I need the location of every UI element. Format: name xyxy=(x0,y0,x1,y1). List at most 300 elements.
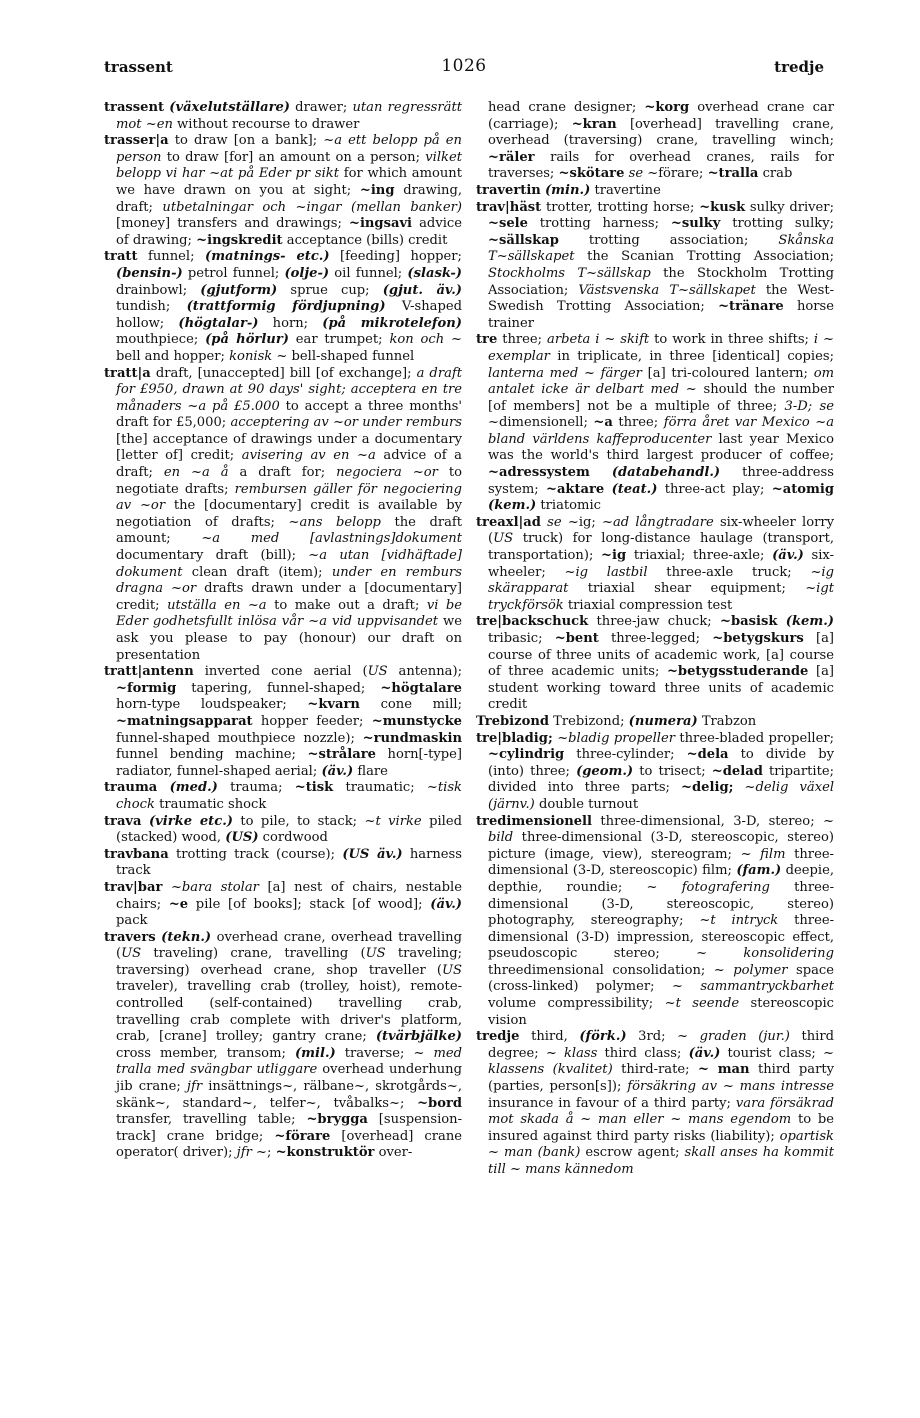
entry-text: to draw [for] an amount on a person; xyxy=(161,149,426,165)
entry-text: trotting sulky; xyxy=(720,216,835,232)
dictionary-entry xyxy=(476,731,834,814)
italic-text: ~t seende xyxy=(664,996,740,1012)
entry-text: traveler), travelling crab (trolley, hoist), remote-controlled (self-contained) travelling crab, travelling crab complete with driver's platform, crab, [crane] trolley; gantry crane; xyxy=(116,979,462,1045)
entry-text: third party (parties, person[s]); xyxy=(488,1062,835,1095)
entry-text: space (cross-linked) polymer; xyxy=(488,962,834,995)
entry-text: third class; xyxy=(597,1045,689,1061)
entry-text: head crane designer; xyxy=(488,100,645,115)
entry-text: three-dimensional (3-D, stereoscopic, stereo) picture (image, view), stereogram; xyxy=(488,830,834,862)
italic-text: (tvärbjälke) xyxy=(375,1029,462,1045)
entry-text: bell-shaped funnel xyxy=(287,348,415,364)
entry-text: tundish; xyxy=(116,299,187,315)
entry-text: three-axle truck; xyxy=(647,564,811,580)
entry-text: three-dimensional, 3-D, stereo; xyxy=(592,813,824,829)
headword: ~bord xyxy=(417,1095,462,1111)
dictionary-entry xyxy=(104,814,462,847)
entry-text: clean draft (item); xyxy=(182,564,332,580)
italic-text: utan regressrätt mot ~en xyxy=(116,100,462,132)
entry-text: mouthpiece; xyxy=(116,332,206,348)
headword: ~formig xyxy=(116,680,177,696)
entry-text xyxy=(733,780,744,795)
entry-text: [a] tri-coloured lantern; xyxy=(641,365,814,381)
entry-text: piled (stacked) wood, xyxy=(116,813,462,846)
entry-text: three-dimensional (3-D, stereoscopic, stereo) photography, stereography; xyxy=(488,879,835,929)
italic-text: om antalet icke är delbart med ~ xyxy=(488,365,834,398)
entry-text: antenna); xyxy=(387,664,462,680)
headword: ~ingskredit xyxy=(196,232,283,248)
headword: ~dela xyxy=(686,747,729,763)
headword: trauma xyxy=(104,780,158,796)
italic-text: ~ fotografering xyxy=(646,879,770,895)
italic-text: (slask-) xyxy=(407,265,462,281)
entry-text: overhead underhung jib crane; xyxy=(116,1062,462,1095)
right-column xyxy=(476,100,834,1179)
italic-text: rembursen gäller för negociering av ~or xyxy=(116,481,462,514)
italic-text: Skånska T~sällskapet xyxy=(488,232,834,265)
entry-text: the Scanian Trotting Association; xyxy=(574,249,834,265)
italic-text: (äv.) xyxy=(688,1045,721,1061)
dictionary-entry xyxy=(476,814,834,1030)
italic-text: vara försäkrad mot skada å ~ man eller ~ mans egendom xyxy=(488,1095,835,1128)
entry-text: rails for overhead cranes, rails for traverses; xyxy=(488,149,834,182)
entry-text: overhead crane, overhead travelling ( xyxy=(116,929,462,962)
headword: ~tisk xyxy=(294,780,334,796)
headword: travertin xyxy=(476,182,541,198)
dictionary-entry xyxy=(104,780,462,813)
entry-text: trotting harness; xyxy=(527,216,671,232)
entry-text: [the] acceptance of drawings under a documentary [letter of] credit; xyxy=(116,431,462,464)
entry-text: pile [of books]; stack [of wood]; xyxy=(188,896,431,912)
entry-text: [money] transfers and drawings; xyxy=(116,216,349,232)
dictionary-entry xyxy=(476,714,834,731)
entry-text: to be insured against third party risks (liability); xyxy=(488,1112,834,1144)
italic-text: förra året var Mexico ~a bland världens kaffeproducenter xyxy=(488,415,835,447)
entry-text: three-dimensional (3-D, stereoscopic) film; xyxy=(488,846,834,879)
entry-text: trotter, trotting horse; xyxy=(541,199,700,215)
italic-text: acceptering av ~or under remburs xyxy=(230,415,462,431)
entry-text: bell and hopper; xyxy=(116,348,230,364)
entry-text: drawing, draft; xyxy=(116,182,463,215)
italic-text: 3-D; xyxy=(784,398,813,414)
entry-text: for which amount we have drawn on you at sight; xyxy=(116,166,462,198)
entry-text: to draw [on a bank]; xyxy=(168,133,324,149)
entry-text: third degree; xyxy=(488,1029,835,1061)
italic-text: ~ klass xyxy=(545,1045,598,1061)
headword: ~sällskap xyxy=(488,232,559,248)
italic-text: ~ig skärapparat xyxy=(488,564,834,597)
italic-text: (högtalar-) xyxy=(178,315,259,331)
entry-text: three-cylinder; xyxy=(564,747,687,763)
entry-text: cordwood xyxy=(258,830,328,846)
entry-text: drainbowl; xyxy=(116,282,201,298)
entry-text: traverse; xyxy=(335,1045,414,1061)
running-header xyxy=(104,58,824,84)
italic-text: ~bladig propeller xyxy=(557,730,675,746)
dictionary-entry xyxy=(104,847,462,880)
entry-text: last year Mexico was the world's third largest producer of coffee; xyxy=(488,431,834,464)
italic-text: ~a med [avlastnings]dokument xyxy=(201,531,462,547)
italic-text: Västsvenska T~sällskapet xyxy=(578,282,756,298)
entry-text: three-dimensional (3-D) impression, stereoscopic effect, pseudoscopic stereo; xyxy=(488,913,834,962)
entry-text: deepie, depthie, roundie; xyxy=(488,863,834,895)
entry-text: insättnings~, rälbane~, skrotgårds~, skänk~, standard~, telfer~, tvåbalks~; xyxy=(116,1079,462,1111)
header-last-word: tredje xyxy=(774,58,824,76)
entry-text: funnel; xyxy=(137,249,205,265)
headword: ~strålare xyxy=(307,747,376,763)
dictionary-entry xyxy=(104,930,462,1162)
headword: ~tralla xyxy=(707,166,759,182)
italic-text: jfr xyxy=(186,1079,203,1095)
entry-text: Trebizond; xyxy=(549,713,629,729)
entry-text: insurance in favour of a third party; xyxy=(488,1095,736,1111)
italic-text: US xyxy=(121,946,142,962)
entry-text: trauma; xyxy=(217,780,295,796)
headword: ~a xyxy=(593,415,613,431)
italic-text: ~t intryck xyxy=(699,913,779,929)
italic-text: (äv.) xyxy=(321,763,354,779)
headword: ~sele xyxy=(488,216,528,232)
italic-text: (US) xyxy=(225,830,259,846)
dictionary-entry xyxy=(104,880,462,930)
entry-text: hopper feeder; xyxy=(252,713,372,729)
entry-text: third-rate; xyxy=(612,1062,698,1078)
header-first-word: trassent xyxy=(104,58,173,76)
entry-text: third, xyxy=(519,1029,580,1045)
italic-text: kon och ~ xyxy=(389,332,463,348)
dictionary-entry xyxy=(104,100,462,133)
entry-continuation xyxy=(476,100,834,183)
entry-text: triatomic xyxy=(536,498,601,514)
entry-text: three-bladed propeller; xyxy=(674,730,834,746)
italic-text: lanterna med ~ färger xyxy=(488,365,642,381)
headword: ~ man xyxy=(697,1062,750,1078)
entry-text: three-legged; xyxy=(598,631,713,646)
italic-text: ~tisk chock xyxy=(116,780,462,812)
left-column xyxy=(104,100,462,1162)
headword: travbana xyxy=(104,846,169,862)
entry-text: [a] nest of chairs, nestable chairs; xyxy=(116,879,462,912)
italic-text: skall anses ha kommit till ~ mans kännedom xyxy=(488,1145,835,1177)
italic-text: ~ polymer xyxy=(713,962,788,978)
italic-text: utbetalningar och ~ingar (mellan banker) xyxy=(162,199,462,215)
italic-text: ~ med tralla med svängbar utliggare xyxy=(116,1045,463,1078)
entry-text: the Stockholm Trotting Association; xyxy=(488,265,834,298)
entry-text: acceptance (bills) credit xyxy=(282,232,448,248)
italic-text: ~ konsolidering xyxy=(696,946,834,962)
entry-text xyxy=(812,399,819,414)
headword: tratt|antenn xyxy=(104,664,194,680)
italic-text: vi be Eder godhetsfullt inlösa vår ~a vid uppvisandet xyxy=(116,597,463,630)
entry-text: V-shaped hollow; xyxy=(116,299,462,331)
entry-text: the West-Swedish Trotting Association; xyxy=(488,282,834,315)
italic-text: ~a ett belopp på en person xyxy=(116,133,462,165)
italic-text: (olje-) xyxy=(284,265,330,281)
italic-text: ~igt tryckförsök xyxy=(488,581,834,613)
italic-text: US xyxy=(493,531,514,547)
italic-text: (på hörlur) xyxy=(205,332,289,348)
entry-text: three; xyxy=(497,332,548,348)
headword: tredje xyxy=(476,1029,520,1045)
headword: ~e xyxy=(168,896,189,912)
italic-text: i ~ exemplar xyxy=(488,332,835,364)
entry-text: funnel bending machine; xyxy=(116,747,308,763)
italic-text: se xyxy=(628,166,644,182)
entry-text: six-wheeler; xyxy=(488,548,834,580)
entry-text: to make out a draft; xyxy=(266,597,427,613)
entry-text: traumatic shock xyxy=(154,796,267,812)
entry-text: tapering, funnel-shaped; xyxy=(176,680,381,696)
italic-text: försäkring av ~ mans intresse xyxy=(627,1079,834,1095)
headword: ~brygga xyxy=(306,1112,368,1128)
entry-text: to accept a three months' draft for £5,000; xyxy=(116,398,462,431)
entry-text: Trabzon xyxy=(697,713,757,729)
headword: tratt|a xyxy=(104,365,151,381)
headword: tre|backschuck xyxy=(476,614,589,630)
entry-text: ~förare; xyxy=(643,166,708,182)
italic-text: (gjut. äv.) xyxy=(382,282,462,298)
entry-text: inverted cone aerial ( xyxy=(193,664,368,680)
entry-text: trotting track (course); xyxy=(168,846,343,862)
entry-text: three-act play; xyxy=(657,481,772,497)
headword: ~kran xyxy=(571,116,617,132)
headword: tre|bladig; xyxy=(476,730,553,746)
headword: Trebizond xyxy=(476,713,549,729)
headword: ~ingsavi xyxy=(348,216,413,232)
italic-text: (databehandl.) xyxy=(611,465,721,481)
italic-text: ~t virke xyxy=(364,813,422,829)
italic-text: (kem.) xyxy=(488,498,537,514)
entry-text: documentary draft (bill); xyxy=(116,548,309,564)
headword: ~delig; xyxy=(681,780,734,796)
entry-text: three-address system; xyxy=(488,465,834,497)
dictionary-entry xyxy=(476,183,834,200)
entry-text: ~ig; xyxy=(561,514,603,530)
entry-text: oil funnel; xyxy=(329,265,408,281)
headword: ~betygsstuderande xyxy=(666,664,809,680)
entry-text: over- xyxy=(374,1145,413,1161)
entry-text: [suspension-track] crane bridge; xyxy=(116,1112,462,1144)
italic-text: (bensin-) xyxy=(116,265,183,281)
entry-text: the [documentary] credit is available by negotiation of drafts; xyxy=(116,498,462,530)
italic-text: ~ig lastbil xyxy=(564,564,648,580)
entry-text: a draft for; xyxy=(228,465,337,481)
entry-text: to negotiate drafts; xyxy=(116,465,462,497)
page-number: 1026 xyxy=(441,56,487,76)
entry-text: stereoscopic vision xyxy=(488,996,834,1028)
italic-text: (gjutform) xyxy=(200,282,278,298)
entry-text: travertine xyxy=(590,182,661,198)
italic-text: (teat.) xyxy=(611,481,658,497)
italic-text: arbeta i ~ skift xyxy=(547,332,650,348)
italic-text: ~delig växel (järnv.) xyxy=(488,780,835,812)
dictionary-entry xyxy=(476,614,834,714)
italic-text: (fam.) xyxy=(736,863,782,879)
entry-text: crab xyxy=(758,166,793,182)
italic-text: (på mikrotelefon) xyxy=(322,315,462,331)
entry-text: funnel-shaped mouthpiece nozzle); xyxy=(116,730,363,746)
entry-text: [a] course of three units of academic work, [a] course of three academic units; xyxy=(488,631,834,680)
entry-text xyxy=(590,465,612,480)
headword: trava xyxy=(104,813,142,829)
entry-text xyxy=(142,814,149,829)
headword: ~matningsapparat xyxy=(116,713,253,729)
entry-text: [overhead] travelling crane, overhead (traversing) crane, travelling winch; xyxy=(488,116,834,149)
entry-text: triaxial compression test xyxy=(563,597,733,613)
italic-text: se xyxy=(547,514,562,530)
entry-text: escrow agent; xyxy=(580,1145,685,1161)
headword: ~aktare xyxy=(545,481,605,497)
italic-text: se xyxy=(819,398,834,414)
italic-text: ~ klassens (kvalitet) xyxy=(488,1045,835,1078)
italic-text: (trattformig fördjupning) xyxy=(186,299,386,315)
italic-text: (med.) xyxy=(169,780,218,796)
headword: ~högtalare xyxy=(380,680,462,696)
headword: ~sulky xyxy=(670,216,721,232)
entry-text: sprue cup; xyxy=(277,282,383,298)
headword: ~bent xyxy=(554,631,599,646)
entry-text: horse trainer xyxy=(488,299,834,331)
entry-text: cone mill; xyxy=(359,697,462,713)
entry-text: volume compressibility; xyxy=(488,996,665,1012)
headword: treaxl|ad xyxy=(476,514,541,530)
headword: ~munstycke xyxy=(371,713,462,729)
entry-text: drafts drawn under a [documentary] credit; xyxy=(116,581,462,613)
italic-text: opartisk ~ man (bank) xyxy=(488,1128,834,1161)
headword: trav|häst xyxy=(476,199,542,215)
entry-text: the draft amount; xyxy=(116,514,463,547)
entry-text: traveling; traversing) overhead crane, shop traveller ( xyxy=(116,946,462,978)
entry-text: three-jaw chuck; xyxy=(588,614,721,630)
italic-text: utställa en ~a xyxy=(167,597,267,613)
italic-text: ~ graden (jur.) xyxy=(677,1029,790,1045)
dictionary-entry xyxy=(104,366,462,665)
dictionary-entry xyxy=(476,1029,834,1178)
italic-text: (geom.) xyxy=(576,763,634,779)
italic-text: ~ad långtradare xyxy=(602,514,714,530)
italic-text: (äv.) xyxy=(772,548,804,564)
headword: ~basisk xyxy=(720,614,778,630)
entry-text: to work in three shifts; xyxy=(649,332,814,348)
italic-text: US xyxy=(367,664,388,680)
entry-text: tribasic; xyxy=(488,631,555,646)
italic-text: (mil.) xyxy=(294,1045,336,1061)
headword: ~ig xyxy=(601,548,627,564)
entry-text: horn-type loudspeaker; xyxy=(116,697,308,713)
entry-text: [feeding] hopper; xyxy=(329,249,462,265)
entry-text: flare xyxy=(353,763,388,779)
entry-text: overhead crane car (carriage); xyxy=(488,100,834,132)
entry-text: ~dimensionell; xyxy=(488,415,594,431)
entry-text xyxy=(777,614,785,629)
italic-text: ~ film xyxy=(740,846,786,862)
italic-text: US xyxy=(365,946,386,962)
entry-text: ear trumpet; xyxy=(288,332,390,348)
headword: ~tränare xyxy=(718,299,784,315)
entry-text: horn[-type] radiator, funnel-shaped aerial; xyxy=(116,747,462,779)
italic-text: negociera ~or xyxy=(336,465,438,481)
entry-text: transfer, travelling table; xyxy=(116,1112,307,1128)
italic-text: Stockholms T~sällskap xyxy=(488,265,651,281)
entry-text: threedimensional consolidation; xyxy=(488,962,714,978)
headword: ~kusk xyxy=(699,199,746,215)
entry-text: double turnout xyxy=(534,796,639,812)
italic-text: en ~a å xyxy=(163,465,229,481)
italic-text: a draft for £950, drawn at 90 days' sight; acceptera en tre månaders ~a på £5.000 xyxy=(116,365,462,414)
entry-text: tourist class; xyxy=(720,1045,824,1061)
italic-text: ~ans belopp xyxy=(288,514,381,530)
headword: travers xyxy=(104,929,156,945)
headword: trav|bar xyxy=(104,879,163,895)
entry-text xyxy=(162,880,171,895)
entry-text: trotting association; xyxy=(558,232,779,248)
entry-text: to pile, to stack; xyxy=(232,813,365,829)
italic-text: jfr xyxy=(236,1145,252,1161)
italic-text: (virke etc.) xyxy=(148,813,233,829)
headword: ~cylindrig xyxy=(488,747,565,763)
entry-text: sulky driver; xyxy=(745,199,834,215)
entry-text: tripartite; divided into three parts; xyxy=(488,763,834,796)
headword: ~räler xyxy=(488,149,535,165)
entry-text: traumatic; xyxy=(333,780,427,796)
entry-text: truck) for long-distance haulage (transport, transportation); xyxy=(488,531,834,564)
dictionary-entry xyxy=(104,664,462,780)
entry-text: drawer; xyxy=(290,100,353,115)
italic-text: under en remburs dragna ~or xyxy=(116,564,462,597)
headword: tre xyxy=(476,332,498,348)
entry-text: petrol funnel; xyxy=(182,265,285,281)
dictionary-entry xyxy=(104,133,462,249)
italic-text: ~bara stolar xyxy=(170,879,259,895)
entry-text: advice of a draft; xyxy=(116,448,462,481)
headword: tratt xyxy=(104,249,138,265)
entry-text: advice of drawing; xyxy=(116,216,462,248)
entry-text: to trisect; xyxy=(633,763,712,779)
headword: ~betygskurs xyxy=(712,631,804,646)
dictionary-entry xyxy=(476,200,834,333)
italic-text: (US äv.) xyxy=(342,846,403,862)
italic-text: vilket belopp vi har ~at på Eder pr sikt xyxy=(116,149,462,182)
entry-text: we ask you please to pay (honour) our draft on presentation xyxy=(116,614,462,663)
entry-text xyxy=(604,482,611,497)
dictionary-entry xyxy=(476,515,834,615)
italic-text: (äv.) xyxy=(430,896,462,912)
headword: ~delad xyxy=(711,763,763,779)
entry-text: pack xyxy=(116,913,148,929)
entry-text: ~; xyxy=(251,1145,276,1161)
entry-text: harness track xyxy=(116,846,462,879)
entry-text: [a] student working toward three units of academic credit xyxy=(488,664,835,713)
italic-text: (matnings- etc.) xyxy=(205,249,330,265)
entry-text: six-wheeler lorry ( xyxy=(488,514,834,547)
entry-text: triaxial; three-axle; xyxy=(626,548,773,564)
headword: ~konstruktör xyxy=(275,1145,375,1161)
dictionary-entry xyxy=(104,249,462,365)
headword: ~korg xyxy=(644,100,690,115)
entry-text: traveling) crane, travelling ( xyxy=(141,946,366,962)
headword: ~ing xyxy=(359,182,395,198)
entry-text: triaxial shear equipment; xyxy=(568,581,806,597)
italic-text: ~ sammantryckbarhet xyxy=(671,979,834,995)
entry-text: horn; xyxy=(258,315,323,331)
headword: ~skötare xyxy=(558,166,625,182)
italic-text: (växelutställare) xyxy=(169,100,290,115)
entry-text: [overhead] crane operator( driver); xyxy=(116,1128,463,1161)
italic-text: konisk ~ xyxy=(229,348,288,364)
headword: trassent xyxy=(104,100,165,115)
entry-text: three; xyxy=(612,415,664,431)
headword: ~adressystem xyxy=(488,465,590,481)
entry-text: draft, [unaccepted] bill [of exchange]; xyxy=(150,365,417,381)
